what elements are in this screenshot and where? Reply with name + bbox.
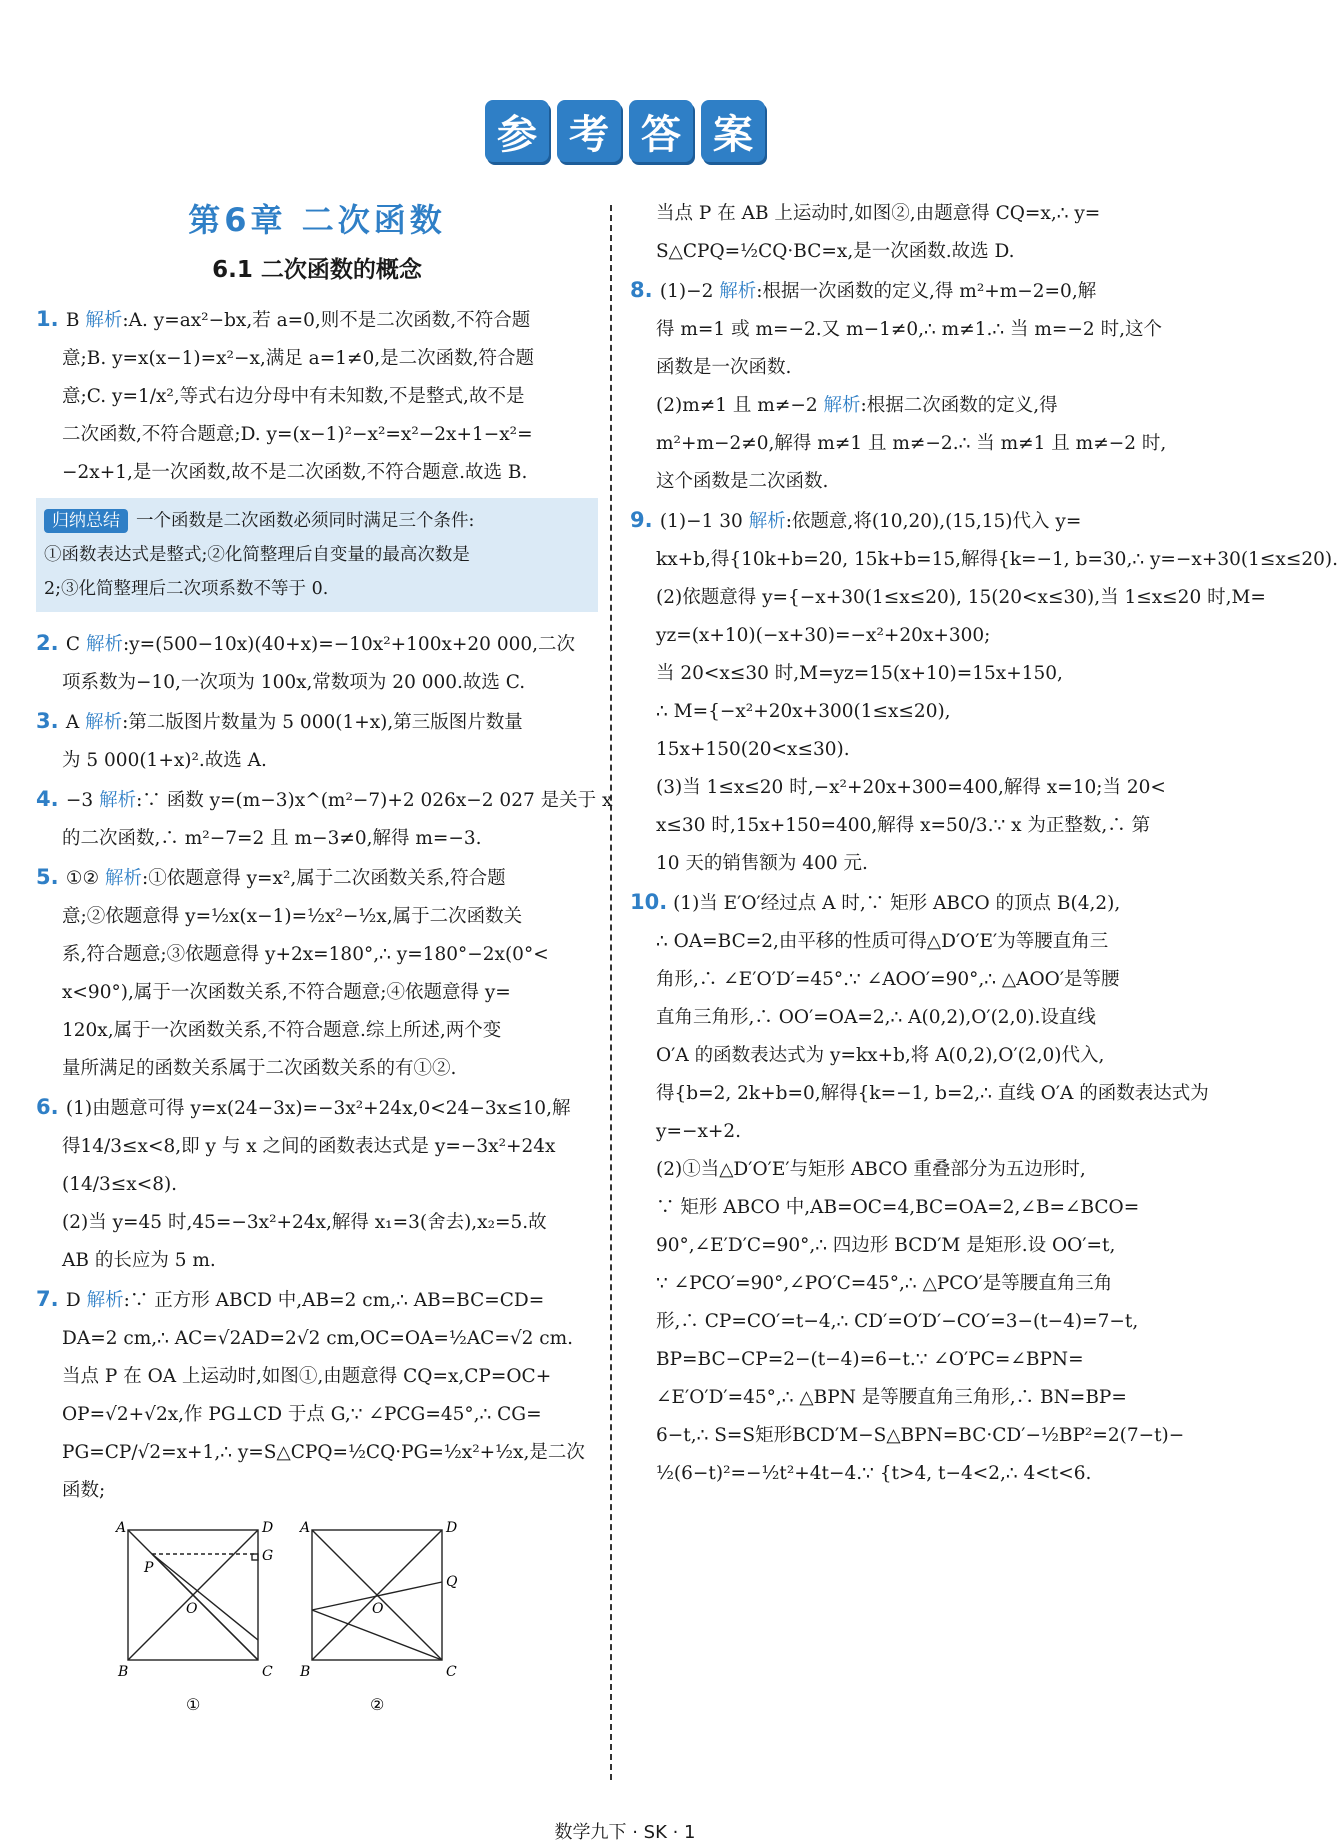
answer-line [630,541,1338,579]
question-number: 2. [36,631,59,655]
analysis-label: 解析 [85,310,123,331]
answer-text: ½(6−t)²=−½t²+4t−4.∵ {t>4, t−4<2,∴ 4<t<6. [656,1463,1092,1484]
summary-line: 2;③化简整理后二次项系数不等于 0. [44,579,329,599]
answer-text: 系,符合题意;③依题意得 y+2x=180°,∴ y=180°−2x(0°< [62,944,549,965]
label-c-2: C [446,1664,457,1680]
answer-text: 得14/3≤x<8,即 y 与 x 之间的函数表达式是 y=−3x²+24x [62,1136,556,1157]
answer-line [36,1166,598,1204]
answer-text: 得{b=2, 2k+b=0,解得{k=−1, b=2,∴ 直线 O′A 的函数表达式为 [656,1083,1209,1104]
square-figures-svg [36,1520,596,1720]
answer-line [36,1434,598,1472]
summary-badge: 归纳总结 [44,509,128,533]
answer-line [630,883,1185,923]
left-answers-1 [36,300,598,492]
answer-text: −2x+1,是一次函数,故不是二次函数,不符合题意.故选 B. [62,462,528,483]
label-p: P [144,1560,154,1576]
answer-text: (1)−1 30 [659,511,743,532]
answer-line [36,1128,598,1166]
question-number: 7. [36,1287,59,1311]
title-char: 答 [629,100,693,162]
answer-text: 意;②依题意得 y=½x(x−1)=½x²−½x,属于二次函数关 [62,906,523,927]
left-answers-2 [36,624,613,1510]
answer-line [630,1075,1209,1113]
answer-text: :∵ 正方形 ABCD 中,AB=2 cm,∴ AB=BC=CD= [123,1290,545,1311]
summary-line: 一个函数是二次函数必须同时满足三个条件: [136,511,475,531]
answer-text: S△CPQ=½CQ·BC=x,是一次函数.故选 D. [656,241,1015,262]
answer-line [36,1320,598,1358]
answer-line [36,820,598,858]
question-number: 9. [630,508,653,532]
right-column [630,195,1338,1493]
question-number: 1. [36,307,59,331]
answer-choice: ①② [65,868,100,889]
question-number: 3. [36,709,59,733]
title-banner [0,100,1250,162]
answer-text: 的二次函数,∴ m²−7=2 且 m−3≠0,解得 m=−3. [62,828,482,849]
answer-text: ∵ 矩形 ABCO 中,AB=OC=4,BC=OA=2,∠B=∠BCO= [656,1197,1140,1218]
left-column [36,195,613,1720]
answer-text: :y=(500−10x)(40+x)=−10x²+100x+20 000,二次 [122,634,576,655]
answer-text: O′A 的函数表达式为 y=kx+b,将 A(0,2),O′(2,0)代入, [656,1045,1105,1066]
answer-line [36,742,598,780]
answer-text: yz=(x+10)(−x+30)=−x²+20x+300; [656,625,991,646]
answer-text: OP=√2+√2x,作 PG⊥CD 于点 G,∵ ∠PCG=45°,∴ CG= [62,1404,542,1425]
answer-text: DA=2 cm,∴ AC=√2AD=2√2 cm,OC=OA=½AC=√2 cm. [62,1328,574,1349]
answer-text: (14/3≤x<8). [62,1174,178,1195]
answer-line [630,1417,1185,1455]
answer-text: ∠E′O′D′=45°,∴ △BPN 是等腰直角三角形,∴ BN=BP= [656,1387,1127,1408]
answer-text: 项系数为−10,一次项为 100x,常数项为 20 000.故选 C. [62,672,526,693]
answer-choice: B [65,310,80,331]
answer-text: x<90°),属于一次函数关系,不符合题意;④依题意得 y= [62,982,511,1003]
answer-text: (3)当 1≤x≤20 时,−x²+20x+300=400,解得 x=10;当 20< [656,777,1166,798]
label-o-2: O [372,1601,384,1617]
answer-line [36,1088,598,1128]
answer-line [630,617,1185,655]
answer-line [630,1341,1185,1379]
answer-text: (2)依题意得 y={−x+30(1≤x≤20), 15(20<x≤30),当 1≤x≤20 时,M= [656,587,1266,608]
answer-text: 为 5 000(1+x)².故选 A. [62,750,267,771]
answer-line [630,311,1185,349]
answer-text: 意;B. y=x(x−1)=x²−x,满足 a=1≠0,是二次函数,符合题 [62,348,534,369]
title-char: 参 [485,100,549,162]
answer-line [630,195,1185,233]
label-g: G [262,1548,274,1564]
answer-text: y=−x+2. [656,1121,742,1142]
answer-text: 角形,∴ ∠E′O′D′=45°.∵ ∠AOO′=90°,∴ △AOO′是等腰 [656,969,1120,990]
answer-text: 意;C. y=1/x²,等式右边分母中有未知数,不是整式,故不是 [62,386,525,407]
answer-text: ∵ ∠PCO′=90°,∠PO′C=45°,∴ △PCO′是等腰直角三角 [656,1273,1113,1294]
figure-2-caption: ② [370,1695,385,1714]
label-q-2: Q [446,1574,458,1590]
answer-line [36,300,598,340]
answer-line [630,233,1185,271]
answer-line [630,693,1185,731]
answer-line [630,1455,1185,1493]
answer-line [36,1472,598,1510]
answer-line [630,961,1185,999]
answer-line [630,271,1185,311]
question-number: 8. [630,278,653,302]
answer-text: (1)当 E′O′经过点 A 时,∵ 矩形 ABCO 的顶点 B(4,2), [673,893,1121,914]
answer-text: AB 的长应为 5 m. [62,1250,216,1271]
answer-line [630,923,1185,961]
answer-line [36,664,598,702]
answer-text: (1)由题意可得 y=x(24−3x)=−3x²+24x,0<24−3x≤10,解 [65,1098,571,1119]
answer-line [630,349,1185,387]
figure-1-caption: ① [186,1695,201,1714]
answer-line [36,936,598,974]
figure-1 [128,1530,258,1660]
answer-line [630,655,1185,693]
label-b: B [118,1664,129,1680]
answer-text: 这个函数是二次函数. [656,471,829,492]
answer-text: (2)当 y=45 时,45=−3x²+24x,解得 x₁=3(舍去),x₂=5.故 [62,1212,547,1233]
answer-text: m²+m−2≠0,解得 m≠1 且 m≠−2.∴ 当 m≠1 且 m≠−2 时, [656,433,1167,454]
answer-text: 6−t,∴ S=S矩形BCD′M−S△BPN=BC·CD′−½BP²=2(7−t)− [656,1425,1185,1446]
answer-text: 函数; [62,1480,106,1501]
column-divider [610,205,612,1780]
analysis-label: 解析 [823,395,861,416]
answer-line [630,1113,1185,1151]
answer-line [36,858,598,898]
answer-line [36,702,598,742]
answer-choice: D [65,1290,81,1311]
segment-pc-2 [312,1610,442,1660]
answer-text: :第二版图片数量为 5 000(1+x),第三版图片数量 [122,712,523,733]
question-number: 5. [36,865,59,889]
label-o: O [186,1601,198,1617]
answer-line [36,378,598,416]
answer-text: BP=BC−CP=2−(t−4)=6−t.∵ ∠O′PC=∠BPN= [656,1349,1084,1370]
section-title: 6.1 二次函数的概念 [212,257,422,283]
answer-text: 二次函数,不符合题意;D. y=(x−1)²−x²=x²−2x+1−x²= [62,424,533,445]
question-number: 4. [36,787,59,811]
answer-line [36,624,598,664]
answer-text: 当点 P 在 OA 上运动时,如图①,由题意得 CQ=x,CP=OC+ [62,1366,552,1387]
answer-text: :A. y=ax²−bx,若 a=0,则不是二次函数,不符合题 [122,310,531,331]
answer-text: (2)m≠1 且 m≠−2 [656,395,818,416]
answer-line [36,780,613,820]
label-b-2: B [300,1664,311,1680]
answer-line [36,1204,598,1242]
answer-line [630,1265,1185,1303]
answer-line [630,1189,1185,1227]
title-char: 考 [557,100,621,162]
answer-line [630,731,1185,769]
answer-line [630,501,1185,541]
answer-text: 得 m=1 或 m=−2.又 m−1≠0,∴ m≠1.∴ 当 m=−2 时,这个 [656,319,1162,340]
geometry-figures [36,1520,598,1720]
answer-text: 15x+150(20<x≤30). [656,739,850,760]
answer-line [36,416,598,454]
answer-text: 90°,∠E′D′C=90°,∴ 四边形 BCD′M 是矩形.设 OO′=t, [656,1235,1116,1256]
answer-text: :①依题意得 y=x²,属于二次函数关系,符合题 [141,868,506,889]
label-c: C [262,1664,273,1680]
title-char: 案 [701,100,765,162]
answer-line [630,807,1185,845]
answer-line [36,1396,598,1434]
answer-text: 10 天的销售额为 400 元. [656,853,868,874]
answer-text: (2)①当△D′O′E′与矩形 ABCO 重叠部分为五边形时, [656,1159,1086,1180]
answer-text: :∵ 函数 y=(m−3)x^(m²−7)+2 026x−2 027 是关于 x [136,790,613,811]
answer-text: 当点 P 在 AB 上运动时,如图②,由题意得 CQ=x,∴ y= [656,203,1101,224]
answer-line [630,1303,1185,1341]
label-a: A [116,1520,127,1536]
analysis-label: 解析 [104,868,142,889]
answer-choice: −3 [65,790,94,811]
analysis-label: 解析 [85,634,123,655]
answer-text: ∴ M={−x²+20x+300(1≤x≤20), [656,701,951,722]
right-angle-mark [252,1554,258,1560]
answer-line [630,845,1185,883]
answer-line [36,340,598,378]
answer-line [630,1037,1185,1075]
answer-text: 当 20<x≤30 时,M=yz=15(x+10)=15x+150, [656,663,1063,684]
segment-pc [152,1554,258,1660]
analysis-label: 解析 [719,281,757,302]
answer-text: PG=CP/√2=x+1,∴ y=S△CPQ=½CQ·PG=½x²+½x,是二次 [62,1442,585,1463]
answer-line [36,1012,598,1050]
answer-line [36,1358,598,1396]
right-answers [630,195,1338,1493]
answer-text: kx+b,得{10k+b=20, 15k+b=15,解得{k=−1, b=30,∴ y=−x+30(1≤x≤20). [656,549,1338,570]
question-number: 10. [630,890,668,914]
figure-2 [312,1530,442,1660]
answer-text: :根据二次函数的定义,得 [860,395,1058,416]
segment-pq [152,1554,258,1640]
answer-line [630,463,1185,501]
page-footer: 数学九下 · SK · 1 [554,1822,696,1843]
answer-line [630,1227,1185,1265]
analysis-label: 解析 [99,790,137,811]
answer-line [630,425,1185,463]
analysis-label: 解析 [748,511,786,532]
answer-line [36,898,598,936]
answer-text: 120x,属于一次函数关系,不符合题意.综上所述,两个变 [62,1020,502,1041]
answer-line [36,1280,598,1320]
answer-line [36,1242,598,1280]
analysis-label: 解析 [85,712,123,733]
answer-text: 函数是一次函数. [656,357,792,378]
analysis-label: 解析 [86,1290,124,1311]
answer-text: x≤30 时,15x+150=400,解得 x=50/3.∵ x 为正整数,∴ 第 [656,815,1151,836]
answer-line [36,454,598,492]
answer-text: :根据一次函数的定义,得 m²+m−2=0,解 [756,281,1097,302]
label-d: D [262,1520,274,1536]
answer-text: 量所满足的函数关系属于二次函数关系的有①②. [62,1058,457,1079]
label-a-2: A [300,1520,311,1536]
answer-text: ∴ OA=BC=2,由平移的性质可得△D′O′E′为等腰直角三 [656,931,1109,952]
answer-choice: A [65,712,80,733]
question-number: 6. [36,1095,59,1119]
answer-line [630,1379,1185,1417]
answer-line [36,1050,598,1088]
summary-box [36,498,598,612]
label-d-2: D [446,1520,458,1536]
answer-text: :依题意,将(10,20),(15,15)代入 y= [785,511,1082,532]
answer-line [630,769,1185,807]
answer-line [630,1151,1185,1189]
answer-line [630,579,1266,617]
answer-line [36,974,598,1012]
answer-line [630,999,1185,1037]
chapter-title: 第6章 二次函数 [188,201,446,239]
summary-line: ①函数表达式是整式;②化简整理后自变量的最高次数是 [44,545,470,565]
answer-choice: C [65,634,81,655]
answer-text: (1)−2 [659,281,714,302]
answer-line [630,387,1185,425]
answer-text: 直角三角形,∴ OO′=OA=2,∴ A(0,2),O′(2,0).设直线 [656,1007,1096,1028]
answer-text: 形,∴ CP=CO′=t−4,∴ CD′=O′D′−CO′=3−(t−4)=7−t, [656,1311,1139,1332]
